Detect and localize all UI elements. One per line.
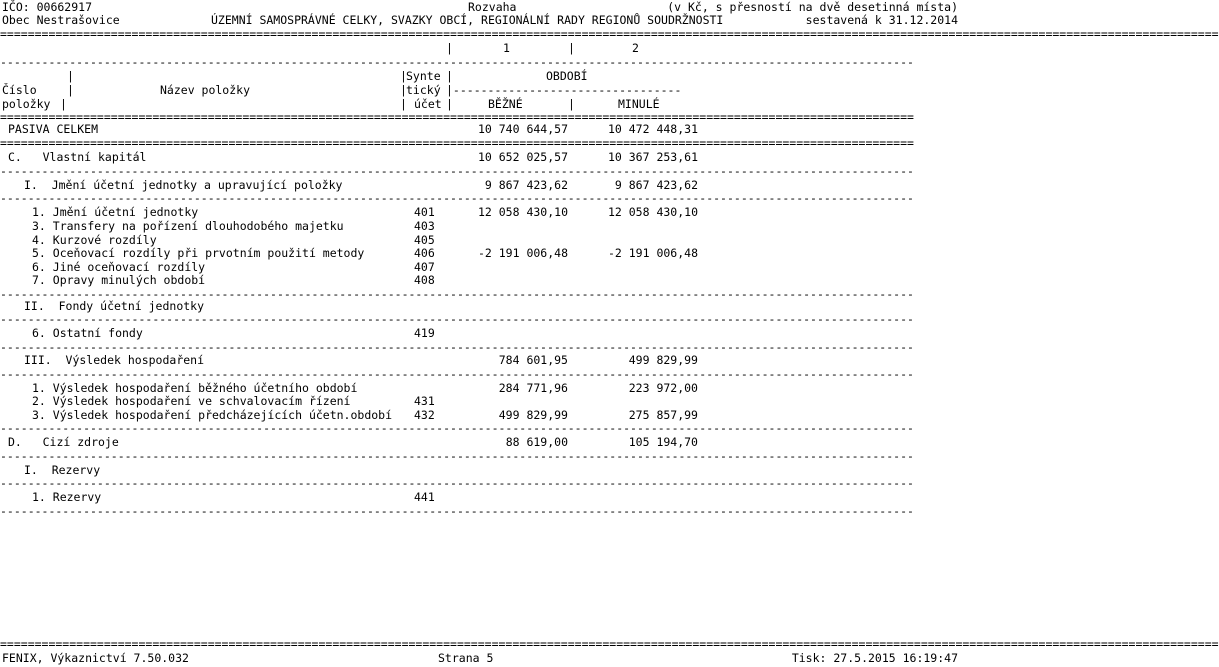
row-account: 432 [414,408,435,422]
header-sep: | [60,97,67,111]
row-account: 401 [414,205,435,219]
row-previous: 499 829,99 [628,353,698,367]
row-label: 3. Transfery na pořízení dlouhodobého majetku [32,219,344,233]
header-sep: |--------------------------------- [446,83,682,97]
row-previous: 105 194,70 [628,435,698,449]
row-label: 1. Jmění účetní jednotky [32,205,199,219]
dash-rule: ------------------------------------------------------------------------------------------------------------------------------------ [0,421,914,435]
header-sep: | [400,97,407,111]
units-note: (v Kč, s přesností na dvě desetinná místa) [667,0,958,14]
col-number-2: 2 [632,41,639,55]
entity-category: ÚZEMNÍ SAMOSPRÁVNÉ CELKY, SVAZKY OBCÍ, REGIONÁLNÍ RADY REGIONŮ SOUDRŽNOSTI [211,13,724,27]
dash-rule: ------------------------------------------------------------------------------------------------------------------------------------ [0,55,914,69]
row-previous: 9 867 423,62 [614,178,698,192]
header-double-rule: ================================================================================================================================================================================ [0,27,1219,41]
header-sep: | [67,83,74,97]
double-rule: ==================================================================================================================================== [0,136,914,150]
dash-rule: ------------------------------------------------------------------------------------------------------------------------------------ [0,312,914,326]
row-current: 284 771,96 [498,381,568,395]
header-sep: | [400,83,407,97]
header-cislo: Číslo [2,83,37,97]
row-label: 1. Výsledek hospodaření běžného účetního období [32,381,358,395]
dash-rule: ------------------------------------------------------------------------------------------------------------------------------------ [0,191,914,205]
dash-rule: ------------------------------------------------------------------------------------------------------------------------------------ [0,504,914,518]
row-label: 3. Výsledek hospodaření předcházejících účetn.období [32,408,393,422]
row-account: 405 [414,233,435,247]
header-bezne: BĚŽNÉ [488,97,523,111]
dash-rule: ------------------------------------------------------------------------------------------------------------------------------------ [0,476,914,490]
row-label: 4. Kurzové rozdíly [32,233,157,247]
row-account: 441 [414,490,435,504]
col-sep: | [446,41,453,55]
header-sep: | [400,69,407,83]
footer-software: FENIX, Výkaznictví 7.50.032 [2,651,189,665]
row-label: III. Výsledek hospodaření [24,353,205,367]
dash-rule: ------------------------------------------------------------------------------------------------------------------------------------ [0,340,914,354]
row-current: 12 058 430,10 [477,205,568,219]
row-previous: 12 058 430,10 [607,205,698,219]
report-name: Rozvaha [468,0,517,14]
footer-print-date: Tisk: 27.5.2015 16:19:47 [791,651,958,665]
row-label: 2. Výsledek hospodaření ve schvalovacím řízení [32,394,351,408]
dash-rule: ------------------------------------------------------------------------------------------------------------------------------------ [0,287,914,301]
row-previous: 10 367 253,61 [607,150,698,164]
row-current: 10 740 644,57 [477,122,568,136]
row-previous: -2 191 006,48 [607,246,698,260]
header-sep: | [446,69,453,83]
header-minule: MINULÉ [618,97,660,111]
dash-rule: ------------------------------------------------------------------------------------------------------------------------------------ [0,367,914,381]
compiled-date: sestavená k 31.12.2014 [805,13,958,27]
ico-label: IČO: 00662917 [2,0,93,14]
dash-rule: ------------------------------------------------------------------------------------------------------------------------------------ [0,449,914,463]
footer-page-number: Strana 5 [438,651,494,665]
row-current: 9 867 423,62 [484,178,568,192]
row-label: II. Fondy účetní jednotky [24,299,205,313]
header-ticky: tický [406,83,441,97]
header-sep: | [67,69,74,83]
header-obdobi: OBDOBÍ [546,69,588,83]
dash-rule: ------------------------------------------------------------------------------------------------------------------------------------ [0,164,914,178]
row-previous: 223 972,00 [628,381,698,395]
row-label: 6. Jiné oceňovací rozdíly [32,260,206,274]
row-label: I. Jmění účetní jednotky a upravující položky [24,178,343,192]
col-sep: | [568,41,575,55]
row-label: C. Vlastní kapitál [8,150,147,164]
row-label: 5. Oceňovací rozdíly při prvotním použití metody [32,246,365,260]
row-label: 1. Rezervy [32,490,102,504]
row-label: PASIVA CELKEM [8,122,99,136]
row-current: 10 652 025,57 [477,150,568,164]
row-label: D. Cizí zdroje [8,435,119,449]
row-account: 431 [414,394,435,408]
header-synte: Synte [406,69,441,83]
row-label: 7. Opravy minulých období [32,273,206,287]
row-label: I. Rezervy [24,463,101,477]
row-current: 88 619,00 [505,435,568,449]
double-rule: ==================================================================================================================================== [0,110,914,124]
col-number-1: 1 [503,41,510,55]
row-account: 406 [414,246,435,260]
row-account: 407 [414,260,435,274]
row-label: 6. Ostatní fondy [32,326,143,340]
row-account: 408 [414,273,435,287]
row-previous: 275 857,99 [628,408,698,422]
row-current: 784 601,95 [498,353,568,367]
entity-name: Obec Nestrašovice [2,13,120,27]
header-polozky: položky [2,97,51,111]
header-nazev: Název položky [160,83,251,97]
footer-double-rule: ================================================================================================================================================================================ [0,637,1219,651]
header-ucet: účet [414,97,442,111]
row-account: 403 [414,219,435,233]
row-account: 419 [414,326,435,340]
header-sep: | [568,97,575,111]
row-current: -2 191 006,48 [477,246,568,260]
row-previous: 10 472 448,31 [607,122,698,136]
header-sep: | [446,97,453,111]
row-current: 499 829,99 [498,408,568,422]
